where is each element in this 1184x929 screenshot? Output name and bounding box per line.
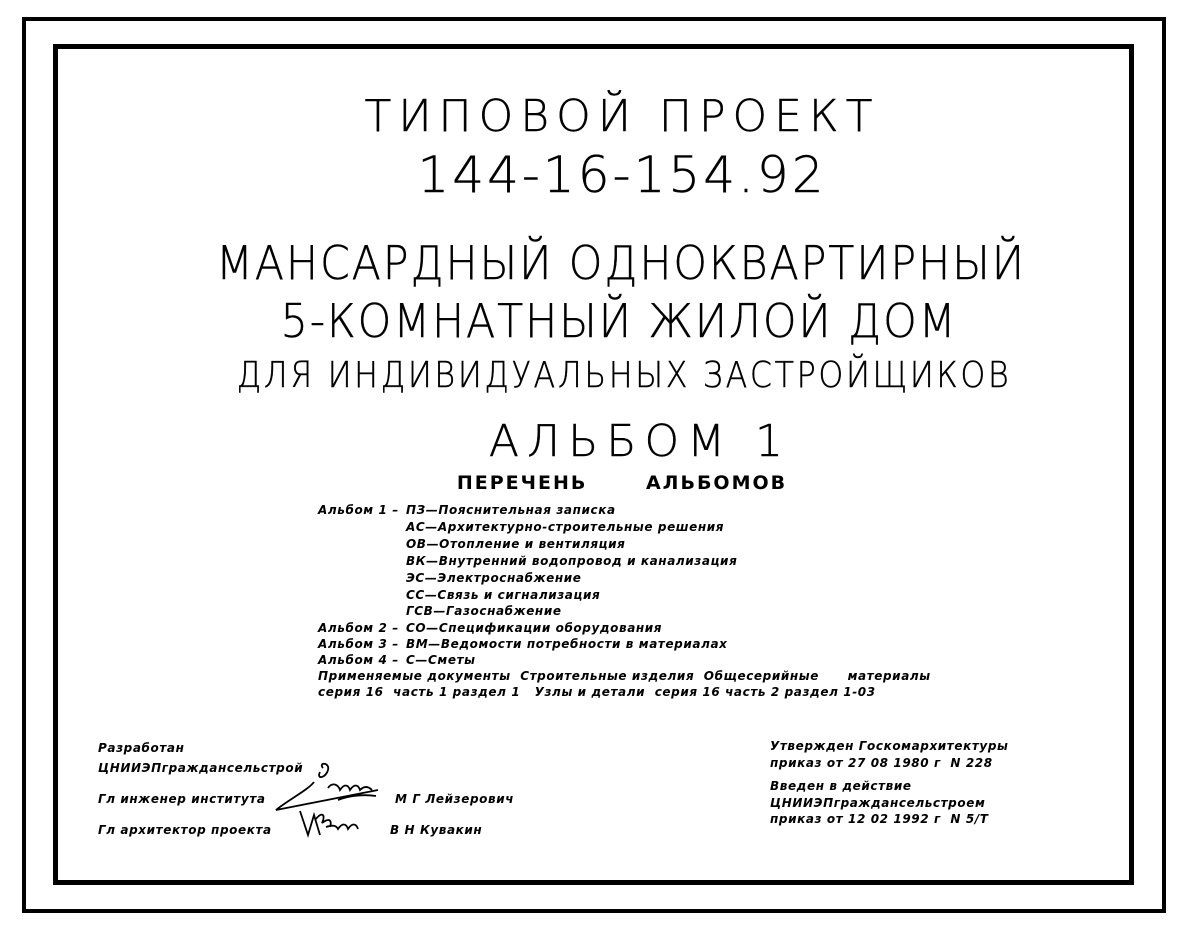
list-item: ОВ—Отопление и вентиляция bbox=[406, 537, 626, 551]
applied-documents-line-1: Применяемые документы Строительные изделия Общесерийные материалы bbox=[318, 669, 931, 683]
developer-organization: ЦНИИЭПграждансельстрой bbox=[98, 761, 304, 775]
chief-architect-signature bbox=[296, 805, 366, 845]
project-number: 144-16-154.92 bbox=[417, 146, 827, 204]
developed-label: Разработан bbox=[98, 741, 185, 755]
project-title-line-3: ДЛЯ ИНДИВИДУАЛЬНЫХ ЗАСТРОЙЩИКОВ bbox=[236, 355, 1012, 396]
list-item: Альбом 2 – СО—Спецификации оборудования bbox=[318, 621, 663, 635]
list-item: ГСВ—Газоснабжение bbox=[406, 604, 562, 618]
album-title: АЛЬБОМ 1 bbox=[488, 416, 792, 467]
chief-architect-name: В Н Кувакин bbox=[390, 823, 483, 837]
approval-line-1: Утвержден Госкомархитектуры bbox=[770, 739, 1009, 753]
list-item: Альбом 3 – ВМ—Ведомости потребности в материалах bbox=[318, 637, 728, 651]
chief-engineer-name: М Г Лейзерович bbox=[395, 792, 515, 806]
approval-line-4: ЦНИИЭПграждансельстроем bbox=[770, 796, 986, 810]
list-item: АС—Архитектурно-строительные решения bbox=[406, 520, 725, 534]
approval-line-2: приказ от 27 08 1980 г N 228 bbox=[770, 756, 993, 770]
list-item: Альбом 4 – С—Сметы bbox=[318, 653, 476, 667]
list-item: Альбом 1 – ПЗ—Пояснительная записка bbox=[318, 503, 616, 517]
approval-line-3: Введен в действие bbox=[770, 779, 912, 793]
applied-documents-line-2: серия 16 часть 1 раздел 1 Узлы и детали серия 16 часть 2 раздел 1-03 bbox=[318, 685, 876, 699]
project-title-line-1: МАНСАРДНЫЙ ОДНОКВАРТИРНЫЙ bbox=[216, 236, 1026, 290]
approval-line-5: приказ от 12 02 1992 г N 5/Т bbox=[770, 812, 989, 826]
list-item: ЭС—Электроснабжение bbox=[406, 571, 582, 585]
project-title-line-2: 5-КОМНАТНЫЙ ЖИЛОЙ ДОМ bbox=[280, 294, 958, 348]
list-item: ВК—Внутренний водопровод и канализация bbox=[406, 554, 738, 568]
document-type-title: ТИПОВОЙ ПРОЕКТ bbox=[364, 91, 880, 142]
album-list-heading: ПЕРЕЧЕНЬ АЛЬБОМОВ bbox=[456, 472, 788, 494]
chief-engineer-title: Гл инженер института bbox=[98, 792, 266, 806]
chief-architect-title: Гл архитектор проекта bbox=[98, 823, 272, 837]
list-item: СС—Связь и сигнализация bbox=[406, 588, 601, 602]
